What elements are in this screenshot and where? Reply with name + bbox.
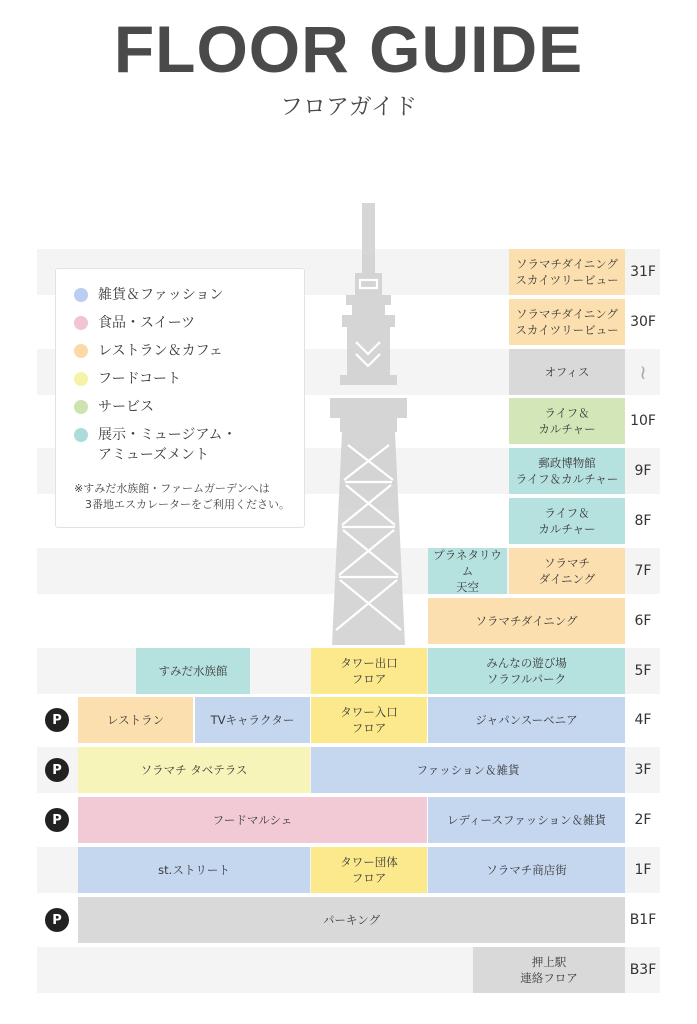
floor-area[interactable]: タワー団体 フロア xyxy=(311,847,427,893)
floor-label: 1F xyxy=(634,862,652,878)
floor-label: 6F xyxy=(634,613,652,629)
legend-label: 食品・スイーツ xyxy=(98,315,196,331)
page-title: FLOOR GUIDE xyxy=(113,12,584,86)
floor-area[interactable]: ソラマチ ダイニング xyxy=(509,548,625,594)
floor-area[interactable]: ソラマチ商店街 xyxy=(428,847,625,893)
floor-area[interactable]: ソラマチ タベテラス xyxy=(78,747,310,793)
floor-area[interactable]: タワー入口 フロア xyxy=(311,697,427,743)
floor-area[interactable]: TVキャラクター xyxy=(195,697,310,743)
floor-label: B1F xyxy=(629,912,657,928)
floor-area[interactable]: みんなの遊び場 ソラフルパーク xyxy=(428,648,625,694)
legend-item-museum xyxy=(74,425,236,465)
legend-label: レストラン＆カフェ xyxy=(98,343,223,359)
parking-icon: P xyxy=(45,708,69,732)
floor-area[interactable]: レディースファッション＆雑貨 xyxy=(428,797,625,843)
floor-area[interactable]: プラネタリウム 天空 xyxy=(428,548,507,594)
floor-area[interactable]: st.ストリート xyxy=(78,847,310,893)
floor-area[interactable]: ライフ＆ カルチャー xyxy=(509,498,625,544)
floor-label: ≀ xyxy=(639,360,647,384)
floor-area[interactable]: タワー出口 フロア xyxy=(311,648,427,694)
legend-label: 展示・ミュージアム・ アミューズメント xyxy=(98,427,237,463)
floor-label: 9F xyxy=(634,463,652,479)
legend-note: ※すみだ水族館・ファームガーデンへは 3番地エスカレーターをご利用ください。 xyxy=(74,482,290,511)
floor-area[interactable]: レストラン xyxy=(78,697,193,743)
legend-label: サービス xyxy=(98,399,154,415)
floor-label: 4F xyxy=(634,712,652,728)
floor-area[interactable]: ライフ＆ カルチャー xyxy=(509,398,625,444)
page-subtitle: フロアガイド xyxy=(279,94,418,120)
legend-item-food xyxy=(74,313,195,333)
parking-icon: P xyxy=(45,908,69,932)
floor-label: 5F xyxy=(634,663,652,679)
floor-area[interactable]: フードマルシェ xyxy=(78,797,427,843)
floor-label: 2F xyxy=(634,812,652,828)
floor-area[interactable]: オフィス xyxy=(509,349,625,395)
legend-label: 雑貨＆ファッション xyxy=(98,287,224,303)
legend-box xyxy=(55,268,305,528)
legend-dot xyxy=(74,288,88,302)
floor-label: 7F xyxy=(634,563,652,579)
floor-area[interactable]: 郵政博物館 ライフ＆カルチャー xyxy=(509,448,625,494)
floor-label: B3F xyxy=(629,962,657,978)
floor-area[interactable]: ソラマチダイニング スカイツリービュー xyxy=(509,249,625,295)
legend-item-fashion xyxy=(74,285,223,305)
floor-label: 8F xyxy=(634,513,652,529)
floor-area[interactable]: パーキング xyxy=(78,897,625,943)
floor-area[interactable]: ソラマチダイニング xyxy=(428,598,625,644)
floor-area[interactable]: ソラマチダイニング スカイツリービュー xyxy=(509,299,625,345)
legend-dot xyxy=(74,316,88,330)
legend-dot xyxy=(74,428,88,442)
legend-dot xyxy=(74,372,88,386)
floor-label: 3F xyxy=(634,762,652,778)
parking-icon: P xyxy=(45,808,69,832)
floor-label: 31F xyxy=(630,264,656,280)
floor-label: 10F xyxy=(630,413,656,429)
floor-area[interactable]: ジャパンスーベニア xyxy=(428,697,625,743)
floor-area[interactable]: ファッション＆雑貨 xyxy=(311,747,625,793)
legend-item-foodcourt xyxy=(74,369,181,389)
legend-dot xyxy=(74,400,88,414)
legend-dot xyxy=(74,344,88,358)
legend-item-service xyxy=(74,397,154,417)
floor-label: 30F xyxy=(630,314,656,330)
floor-area[interactable]: すみだ水族館 xyxy=(136,648,250,694)
parking-icon: P xyxy=(45,758,69,782)
legend-item-restaurant xyxy=(74,341,223,361)
floor-area[interactable]: 押上駅 連絡フロア xyxy=(473,947,625,993)
legend-label: フードコート xyxy=(98,371,182,387)
